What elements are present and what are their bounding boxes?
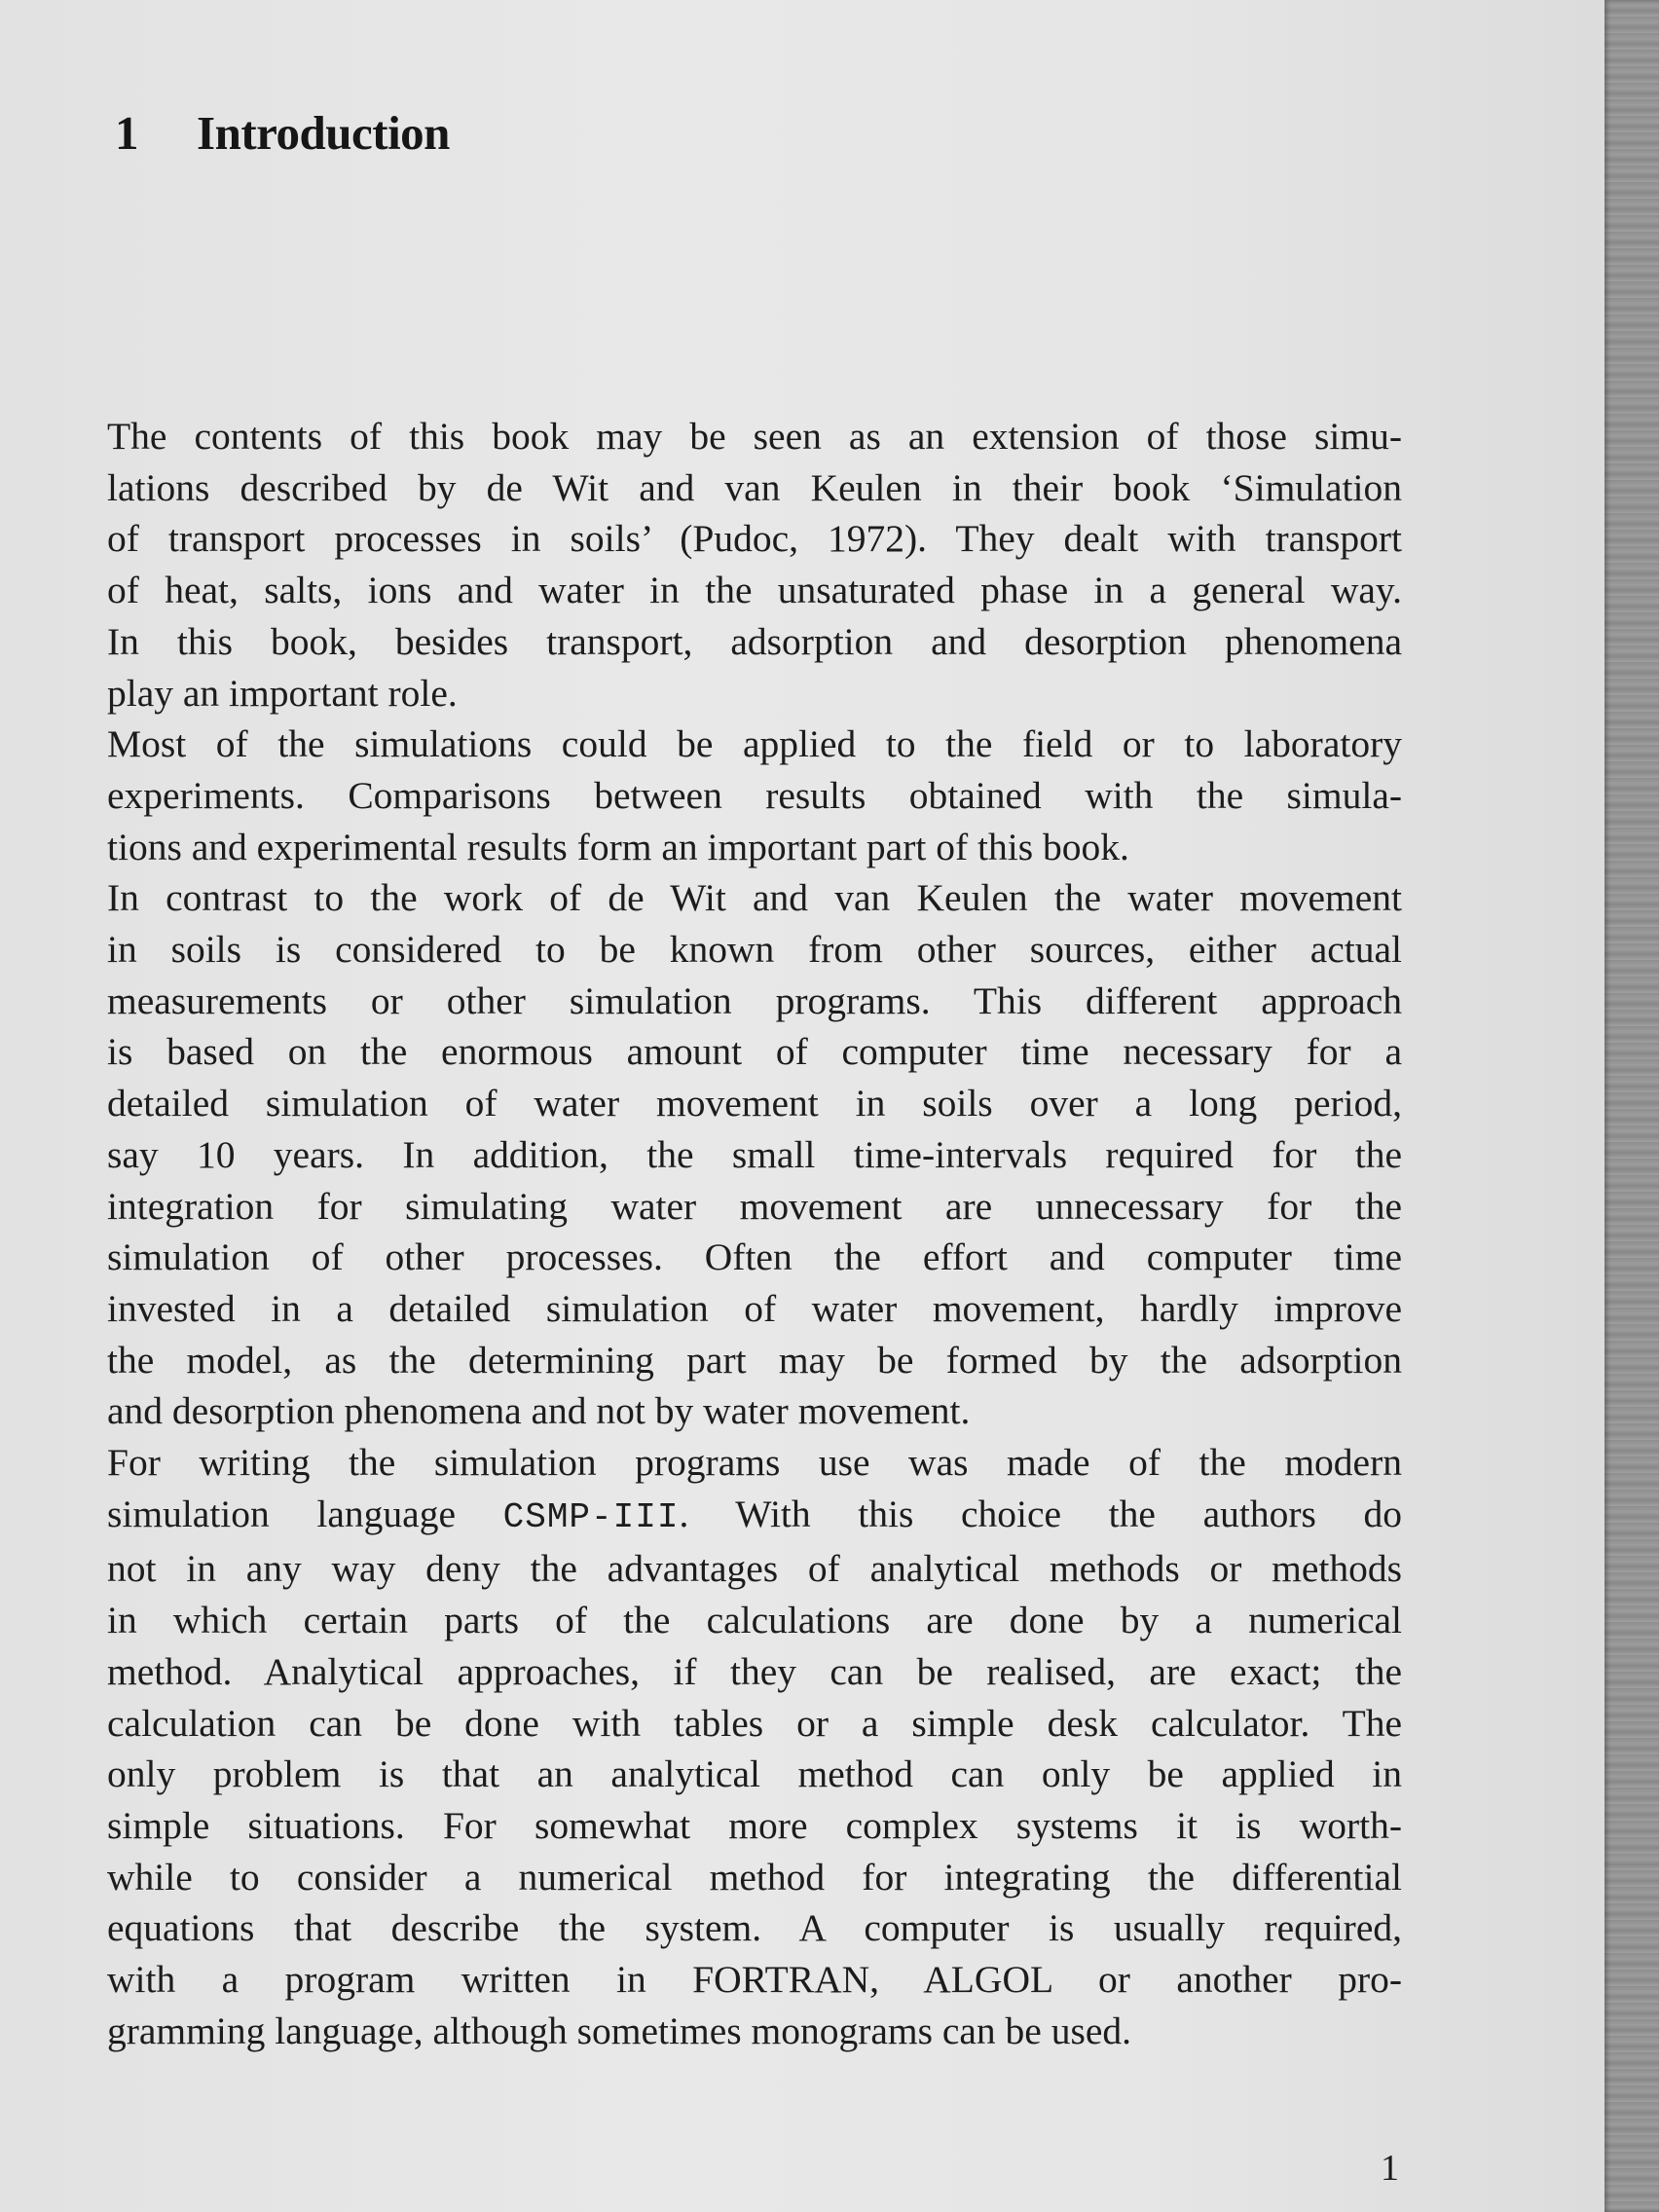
text-fragment: simulation language [107, 1492, 456, 1535]
text-line: calculation can be done with tables or a simple desk calculator. The [107, 1701, 1402, 1745]
text-line: simple situations. For somewhat more complex systems it is worth- [107, 1803, 1402, 1847]
text-line: tions and experimental results form an important part of this book. [107, 825, 1129, 868]
text-line: integration for simulating water movement are unnecessary for the [107, 1184, 1402, 1228]
text-line: of heat, salts, ions and water in the unsaturated phase in a general way. [107, 569, 1402, 612]
text-line: detailed simulation of water movement in soils over a long period, [107, 1082, 1402, 1125]
text-line: and desorption phenomena and not by water movement. [107, 1389, 971, 1433]
text-line: The contents of this book may be seen as an extension of those simu- [107, 415, 1402, 458]
text-line: with a program written in FORTRAN, ALGOL or another pro- [107, 1958, 1402, 2002]
text-line: lations described by de Wit and van Keulen in their book ‘Simulation [107, 465, 1402, 509]
text-line: not in any way deny the advantages of analytical methods or methods [107, 1547, 1402, 1591]
paragraph-4 [107, 1437, 1402, 2056]
text-line: equations that describe the system. A computer is usually required, [107, 1906, 1402, 1950]
text-line: play an important role. [107, 671, 458, 715]
paragraph-3 [107, 872, 1402, 1437]
text-line: method. Analytical approaches, if they can be realised, are exact; the [107, 1649, 1402, 1693]
body-text [107, 411, 1402, 2057]
text-line: in soils is considered to be known from other sources, either actual [107, 928, 1402, 972]
chapter-number: 1 [115, 106, 138, 160]
text-line: simulation of other processes. Often the effort and computer time [107, 1235, 1402, 1279]
text-line: only problem is that an analytical method can only be applied in [107, 1752, 1402, 1796]
text-line: Most of the simulations could be applied to the field or to laboratory [107, 722, 1402, 766]
chapter-title: Introduction [197, 106, 450, 160]
page-number: 1 [1381, 2148, 1399, 2189]
book-binding-edge [1604, 0, 1659, 2212]
chapter-heading [115, 105, 450, 161]
text-fragment: . With this choice the authors do [679, 1492, 1402, 1535]
paragraph-2 [107, 719, 1402, 872]
text-line: say 10 years. In addition, the small time-intervals required for the [107, 1132, 1402, 1176]
text-line: measurements or other simulation programs. This different approach [107, 978, 1402, 1022]
paragraph-1 [107, 411, 1402, 719]
text-line: the model, as the determining part may be formed by the adsorption [107, 1338, 1402, 1382]
text-line: of transport processes in soils’ (Pudoc, 1972). They dealt with transport [107, 517, 1402, 561]
text-line: gramming language, although sometimes monograms can be used. [107, 2009, 1131, 2052]
code-term-csmp: CSMP-III [502, 1496, 680, 1537]
text-line: is based on the enormous amount of computer time necessary for a [107, 1030, 1402, 1074]
text-line: In contrast to the work of de Wit and van Keulen the water movement [107, 876, 1402, 920]
text-line: while to consider a numerical method for integrating the differential [107, 1855, 1402, 1899]
text-line: In this book, besides transport, adsorption and desorption phenomena [107, 619, 1402, 663]
text-line: experiments. Comparisons between results obtained with the simula- [107, 773, 1402, 817]
text-line: in which certain parts of the calculations are done by a numerical [107, 1599, 1402, 1642]
text-line: For writing the simulation programs use was made of the modern [107, 1441, 1402, 1485]
text-line-with-code [107, 1489, 1402, 1544]
text-line: invested in a detailed simulation of water movement, hardly improve [107, 1286, 1402, 1330]
